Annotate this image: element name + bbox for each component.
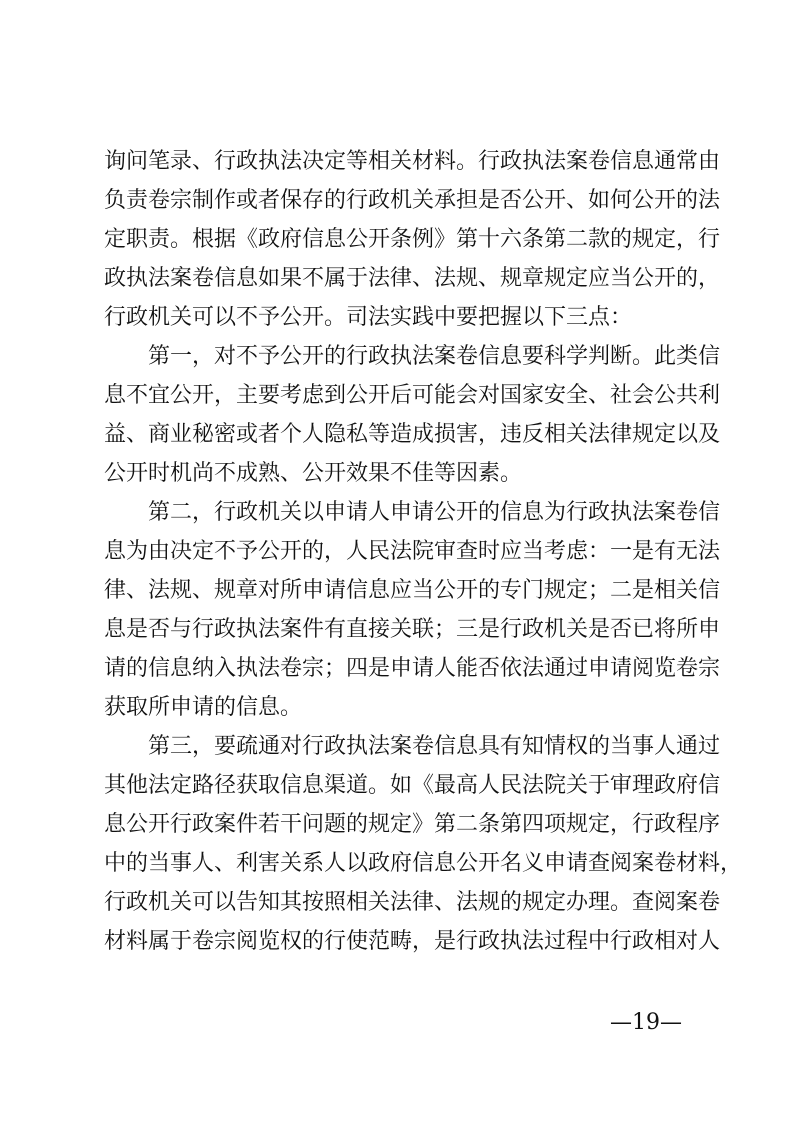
paragraph-2-line-3: 益、商业秘密或者个人隐私等造成损害，违反相关法律规定以及 (104, 422, 721, 447)
paragraph-4-line-1: 第三，要疏通对行政执法案卷信息具有知情权的当事人通过 (148, 734, 721, 759)
paragraph-2-line-2: 息不宜公开，主要考虑到公开后可能会对国家安全、社会公共利 (104, 383, 721, 408)
paragraph-3-line-1: 第二，行政机关以申请人申请公开的信息为行政执法案卷信 (148, 500, 721, 525)
paragraph-4-line-6: 材料属于卷宗阅览权的行使范畴，是行政执法过程中行政相对人 (104, 929, 721, 954)
paragraph-4-line-3: 息公开行政案件若干问题的规定》第二条第四项规定，行政程序 (104, 812, 721, 837)
paragraph-2-line-1: 第一，对不予公开的行政执法案卷信息要科学判断。此类信 (148, 344, 721, 369)
paragraph-1-line-3: 定职责。根据《政府信息公开条例》第十六条第二款的规定，行 (104, 227, 721, 252)
paragraph-4-line-5: 行政机关可以告知其按照相关法律、法规的规定办理。查阅案卷 (104, 890, 721, 915)
page-number: —19— (610, 1010, 682, 1035)
paragraph-3-line-2: 息为由决定不予公开的，人民法院审查时应当考虑：一是有无法 (104, 539, 721, 564)
body-text (104, 142, 743, 961)
paragraph-3-line-6: 获取所申请的信息。 (104, 695, 303, 720)
paragraph-1-line-1: 询问笔录、行政执法决定等相关材料。行政执法案卷信息通常由 (104, 149, 721, 174)
paragraph-3-line-3: 律、法规、规章对所申请信息应当公开的专门规定；二是相关信 (104, 578, 721, 603)
paragraph-4-line-4: 中的当事人、利害关系人以政府信息公开名义申请查阅案卷材料， (104, 851, 743, 876)
paragraph-3-line-5: 请的信息纳入执法卷宗；四是申请人能否依法通过申请阅览卷宗 (104, 656, 721, 681)
paragraph-3-line-4: 息是否与行政执法案件有直接关联；三是行政机关是否已将所申 (104, 617, 721, 642)
paragraph-4-line-2: 其他法定路径获取信息渠道。如《最高人民法院关于审理政府信 (104, 773, 721, 798)
paragraph-1-line-4: 政执法案卷信息如果不属于法律、法规、规章规定应当公开的， (104, 266, 721, 291)
paragraph-1-line-5: 行政机关可以不予公开。司法实践中要把握以下三点： (104, 305, 633, 330)
paragraph-1-line-2: 负责卷宗制作或者保存的行政机关承担是否公开、如何公开的法 (104, 188, 721, 213)
paragraph-2-line-4: 公开时机尚不成熟、公开效果不佳等因素。 (104, 461, 523, 486)
